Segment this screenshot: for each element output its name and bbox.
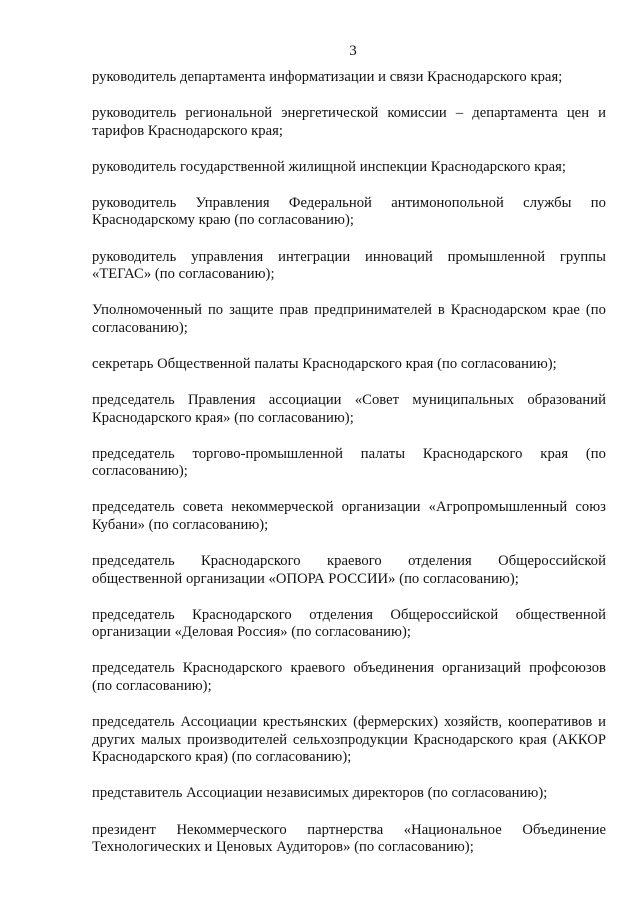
list-item: председатель Правления ассоциации «Совет муниципальных образований Краснодарского края» (по согласованию); [92,392,606,426]
list-item: председатель Ассоциации крестьянских (фермерских) хозяйств, кооперативов и других малых производителей сельхозпродукции Краснодарского края (АККОР Краснодарского края) (по согласованию); [92,714,606,766]
list-item: председатель Краснодарского краевого объединения организаций профсоюзов (по согласованию); [92,660,606,695]
member-list [92,69,606,857]
list-item: руководитель государственной жилищной инспекции Краснодарского края; [92,158,566,175]
list-item: руководитель управления интеграции инноваций промышленной группы «ТЕГАС» (по согласованию); [92,248,606,283]
list-item: руководитель департамента информатизации и связи Краснодарского края; [92,69,563,85]
page-number: 3 [349,43,357,59]
list-item: Уполномоченный по защите прав предпринимателей в Краснодарском крае (по согласованию); [92,302,606,336]
list-item: руководитель Управления Федеральной антимонопольной службы по Краснодарскому краю (по согласованию); [92,194,606,229]
list-item: секретарь Общественной палаты Краснодарского края (по согласованию); [92,355,557,372]
list-item: президент Некоммерческого партнерства «Национальное Объединение Технологических и Ценовых Аудиторов» (по согласованию); [92,821,606,856]
list-item: представитель Ассоциации независимых директоров (по согласованию); [92,785,548,802]
list-item: председатель Краснодарского краевого отделения Общероссийской общественной организации «ОПОРА РОССИИ» (по согласованию); [92,553,606,587]
list-item: председатель Краснодарского отделения Общероссийской общественной организации «Деловая Россия» (по согласованию); [92,606,606,641]
list-item: руководитель региональной энергетической комиссии – департамента цен и тарифов Краснодарского края; [92,105,606,139]
list-item: председатель торгово-промышленной палаты Краснодарского края (по согласованию); [92,445,606,480]
list-item: председатель совета некоммерческой организации «Агропромышленный союз Кубани» (по согласованию); [92,499,606,533]
